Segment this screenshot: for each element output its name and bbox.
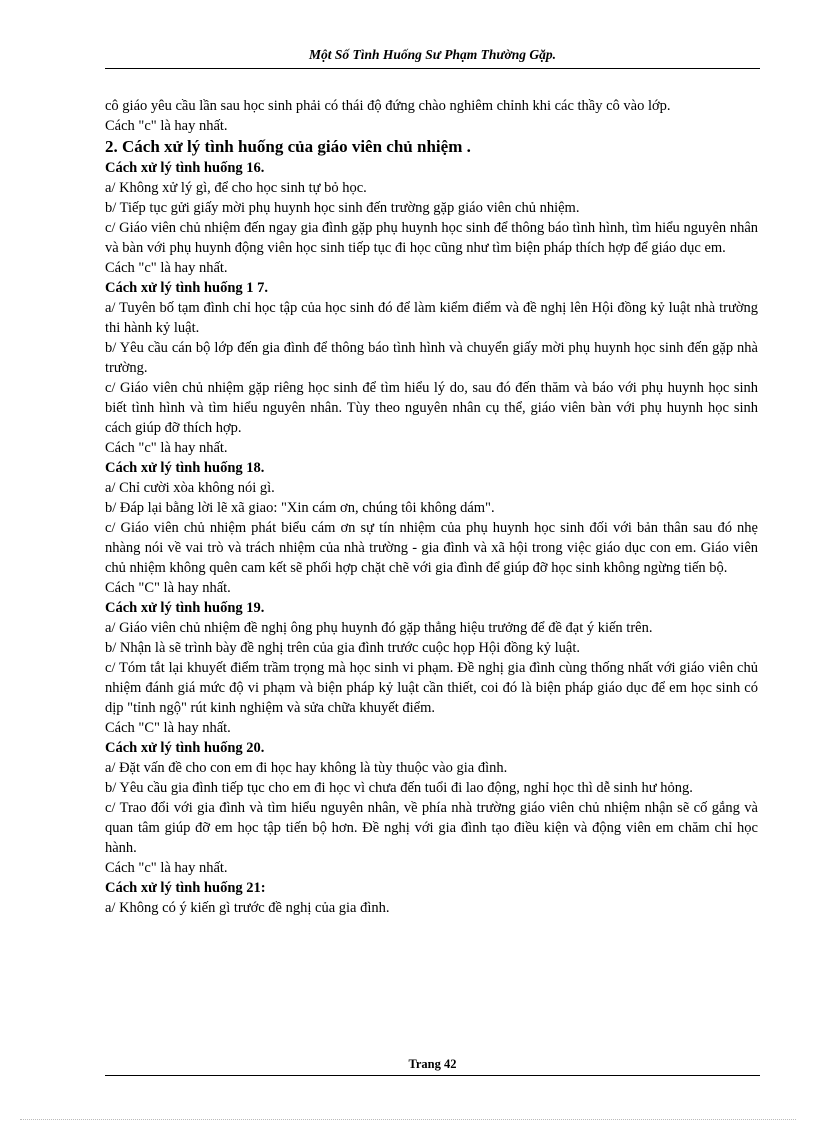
- case-line: c/ Giáo viên chủ nhiệm gặp riêng học sinh để tìm hiểu lý do, sau đó đến thăm và báo với phụ huynh học sinh biết tình hình và tìm hiểu nguyên nhân. Tùy theo nguyên nhân cụ thể, giáo viên bàn với phụ huynh học sinh cách giúp đỡ thích hợp.: [105, 380, 758, 436]
- header-rule: [105, 68, 760, 69]
- page-edge-dotted-line: [20, 1119, 796, 1120]
- intro-line: cô giáo yêu cầu lần sau học sinh phải có thái độ đứng chào nghiêm chỉnh khi các thầy cô vào lớp.: [105, 98, 671, 114]
- section-heading: 2. Cách xử lý tình huống của giáo viên chủ nhiệm .: [105, 137, 471, 156]
- case-line: b/ Tiếp tục gửi giấy mời phụ huynh học sinh đến trường gặp giáo viên chủ nhiệm.: [105, 200, 580, 216]
- case-line: b/ Yêu cầu cán bộ lớp đến gia đình để thông báo tình hình và chuyển giấy mời phụ huynh học sinh đến gặp nhà trường.: [105, 340, 758, 376]
- case-heading: Cách xử lý tình huống 1 7.: [105, 280, 269, 296]
- case-heading: Cách xử lý tình huống 21:: [105, 880, 266, 896]
- case-line: a/ Không có ý kiến gì trước đề nghị của gia đình.: [105, 900, 390, 916]
- case-line: a/ Không xử lý gì, để cho học sinh tự bỏ học.: [105, 180, 367, 196]
- case-line: c/ Giáo viên chủ nhiệm đến ngay gia đình gặp phụ huynh học sinh để thông báo tình hình, tìm hiểu nguyên nhân và bàn với phụ huynh động viên học sinh tiếp tục đi học cũng như tìm biện pháp thích hợp để giáo dục em.: [105, 220, 758, 256]
- case-line: c/ Trao đổi với gia đình và tìm hiểu nguyên nhân, về phía nhà trường giáo viên chủ nhiệm nhận sẽ cố gắng và quan tâm giúp đỡ em học tập tiến bộ hơn. Đề nghị với gia đình tạo điều kiện và động viên em chăm chỉ học hành.: [105, 800, 758, 856]
- page-number: Trang 42: [408, 1057, 457, 1071]
- case-line: a/ Chỉ cười xòa không nói gì.: [105, 480, 275, 496]
- page-header-title: Một Số Tình Huống Sư Phạm Thường Gặp.: [309, 47, 556, 62]
- case-line: c/ Tóm tắt lại khuyết điểm trầm trọng mà học sinh vi phạm. Đề nghị gia đình cùng thống nhất với giáo viên chủ nhiệm đánh giá mức độ vi phạm và biện pháp kỷ luật cần thiết, coi đó là biện pháp giáo dục để em học sinh có dịp "tỉnh ngộ" rút kinh nghiệm và sửa chữa khuyết điểm.: [105, 660, 758, 716]
- case-line: a/ Tuyên bố tạm đình chỉ học tập của học sinh đó để làm kiểm điểm và đề nghị lên Hội đồng kỷ luật nhà trường thi hành kỷ luật.: [105, 300, 758, 336]
- case-line: Cách "c" là hay nhất.: [105, 440, 228, 456]
- document-body: [105, 96, 758, 918]
- case-heading: Cách xử lý tình huống 16.: [105, 160, 265, 176]
- intro-line: Cách "c" là hay nhất.: [105, 118, 228, 134]
- case-line: b/ Đáp lại bằng lời lẽ xã giao: "Xin cám ơn, chúng tôi không dám".: [105, 500, 495, 516]
- case-line: c/ Giáo viên chủ nhiệm phát biểu cám ơn sự tín nhiệm của phụ huynh học sinh đối với bản thân sau đó nhẹ nhàng nói về vai trò và trách nhiệm của nhà trường - gia đình và xã hội trong việc giáo dục con em. Giáo viên chủ nhiệm không quên cam kết sẽ phối hợp chặt chẽ với gia đình để giúp đỡ học sinh không ngừng tiến bộ.: [105, 520, 758, 576]
- case-line: b/ Yêu cầu gia đình tiếp tục cho em đi học vì chưa đến tuổi đi lao động, nghỉ học thì dễ sinh hư hỏng.: [105, 780, 693, 796]
- case-heading: Cách xử lý tình huống 19.: [105, 600, 265, 616]
- case-line: Cách "c" là hay nhất.: [105, 260, 228, 276]
- case-line: Cách "C" là hay nhất.: [105, 580, 231, 596]
- case-heading: Cách xử lý tình huống 18.: [105, 460, 265, 476]
- footer-rule: [105, 1075, 760, 1076]
- case-line: b/ Nhận là sẽ trình bày đề nghị trên của gia đình trước cuộc họp Hội đồng kỷ luật.: [105, 640, 580, 656]
- case-line: a/ Giáo viên chủ nhiệm đề nghị ông phụ huynh đó gặp thẳng hiệu trưởng để đề đạt ý kiến trên.: [105, 620, 653, 636]
- case-line: a/ Đặt vấn đề cho con em đi học hay không là tùy thuộc vào gia đình.: [105, 760, 508, 776]
- case-line: Cách "c" là hay nhất.: [105, 860, 228, 876]
- case-line: Cách "C" là hay nhất.: [105, 720, 231, 736]
- case-heading: Cách xử lý tình huống 20.: [105, 740, 265, 756]
